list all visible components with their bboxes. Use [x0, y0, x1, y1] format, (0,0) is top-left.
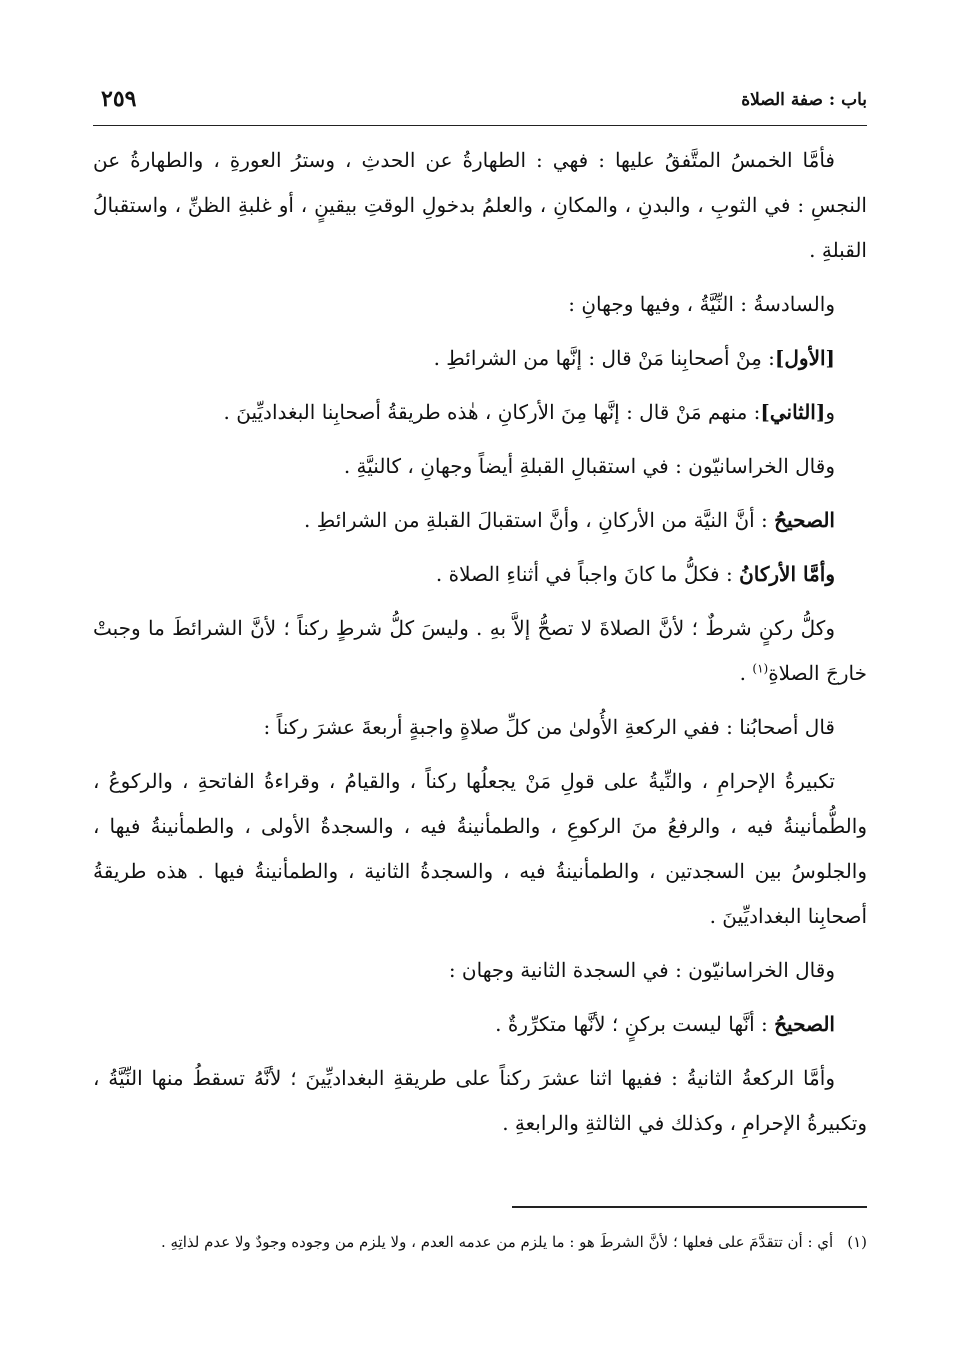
bold-label: الصحيحُ — [774, 508, 835, 532]
paragraph-8 — [93, 606, 867, 696]
footnote-divider — [512, 1206, 867, 1208]
header-divider — [93, 125, 867, 126]
chapter-title: باب : صفة الصلاة — [741, 90, 867, 110]
paragraph-text: : أنَّها ليست بركنٍ ؛ لأنَّها متكرِّرةٌ . — [495, 1012, 768, 1036]
paragraph-3 — [93, 336, 867, 381]
bold-label: [الثاني] — [760, 400, 826, 424]
paragraph-prefix: و — [825, 400, 835, 424]
paragraph-1 — [93, 138, 867, 273]
paragraph-5 — [93, 444, 867, 489]
paragraph-text: وقال الخراسانيّون : في السجدة الثانية وجهان : — [448, 958, 835, 982]
paragraph-text: : منهم مَنْ قال : إنَّها مِنَ الأركانِ ، هٰذه طريقةُ أصحابِنا البغداديِّينَ . — [223, 400, 761, 424]
paragraph-13 — [93, 1056, 867, 1146]
footnote-marker: (١) — [847, 1233, 867, 1251]
bold-label: الصحيحُ — [774, 1012, 835, 1036]
page-number: ٢٥٩ — [101, 86, 137, 112]
bold-label: [الأول] — [774, 346, 835, 370]
paragraph-2 — [93, 282, 867, 327]
paragraph-text: : أنَّ النيَّة من الأركانِ ، وأنَّ استقبالَ القبلةِ من الشرائطِ . — [304, 508, 768, 532]
bold-label: وأمَّا الأركانُ — [739, 562, 835, 586]
paragraph-text: : فكلُّ ما كانَ واجباً في أثناءِ الصلاة . — [435, 562, 733, 586]
paragraph-text: فأمَّا الخمسُ المتَّفقُ عليها : فهي : الطهارةُ عن الحدثِ ، وسترُ العورةِ ، والطهارةُ عن النجسِ : في الثوبِ ، والبدنِ ، والمكانِ ، والعلمُ بدخولِ الوقتِ بيقينٍ ، أو غلبةِ الظنِّ ، واستقبالُ القبلةِ . — [93, 148, 867, 262]
paragraph-10 — [93, 759, 867, 939]
footnote-1 — [93, 1228, 867, 1257]
paragraph-suffix: . — [739, 661, 753, 685]
footnote-text: أي : أن تتقدَّمَ على فعلها ؛ لأنَّ الشرطَ هو : ما يلزم من عدمه العدم ، ولا يلزم من وجوده وجودٌ ولا عدم لذاتِهِ . — [160, 1233, 834, 1251]
paragraph-text: تكبيرةُ الإحرامِ ، والنِّيةُ على قولِ مَنْ يجعلُها ركناً ، والقيامُ ، وقراءةُ الفاتحةِ ، والركوعُ ، والطُّمأنينةُ فيه ، والرفعُ منَ الركوعِ ، والطمأنينةُ فيه ، والسجدةُ الأولى ، والطمأنينةُ فيها ، والجلوسُ بين السجدتين ، والطمأنينةُ فيه ، والسجدةُ الثانية ، والطمأنينةُ فيها . هذه طريقةُ أصحابِنا البغداديِّينَ . — [93, 769, 867, 928]
footnote-reference[interactable]: (١) — [752, 661, 769, 676]
footnotes — [93, 1228, 867, 1257]
paragraph-text: والسادسةُ : النِّيَّةُ ، وفيها وجهانِ : — [568, 292, 835, 316]
paragraph-text: وأمَّا الركعةُ الثانيةُ : ففيها اثنا عشرَ ركناً على طريقةِ البغداديِّينَ ؛ لأنَّهُ تسقطُ منها النِّيَّةُ ، وتكبيرةُ الإحرامِ ، وكذلك في الثالثةِ والرابعةِ . — [93, 1066, 867, 1135]
paragraph-text: وكلُّ ركنٍ شرطٌ ؛ لأنَّ الصلاةَ لا تصحُّ إلاَّ بهِ . وليسَ كلُّ شرطٍ ركناً ؛ لأنَّ الشرائطَ ما وجبتْ خارجَ الصلاةِ — [93, 616, 867, 685]
paragraph-9 — [93, 705, 867, 750]
paragraph-6 — [93, 498, 867, 543]
paragraph-text: : مِنْ أصحابِنا مَنْ قال : إنَّها من الشرائطِ . — [433, 346, 775, 370]
paragraph-12 — [93, 1002, 867, 1047]
paragraph-text: قال أصحابُنا : ففي الركعةِ الأُولىٰ من كلِّ صلاةٍ واجبةٍ أربعةَ عشرَ ركناً : — [263, 715, 835, 739]
paragraph-text: وقال الخراسانيّون : في استقبالِ القبلةِ أيضاً وجهانِ ، كالنيَّةِ . — [343, 454, 835, 478]
paragraph-11 — [93, 948, 867, 993]
paragraph-7 — [93, 552, 867, 597]
running-header — [93, 86, 867, 122]
body-text — [93, 138, 867, 1155]
paragraph-4 — [93, 390, 867, 435]
